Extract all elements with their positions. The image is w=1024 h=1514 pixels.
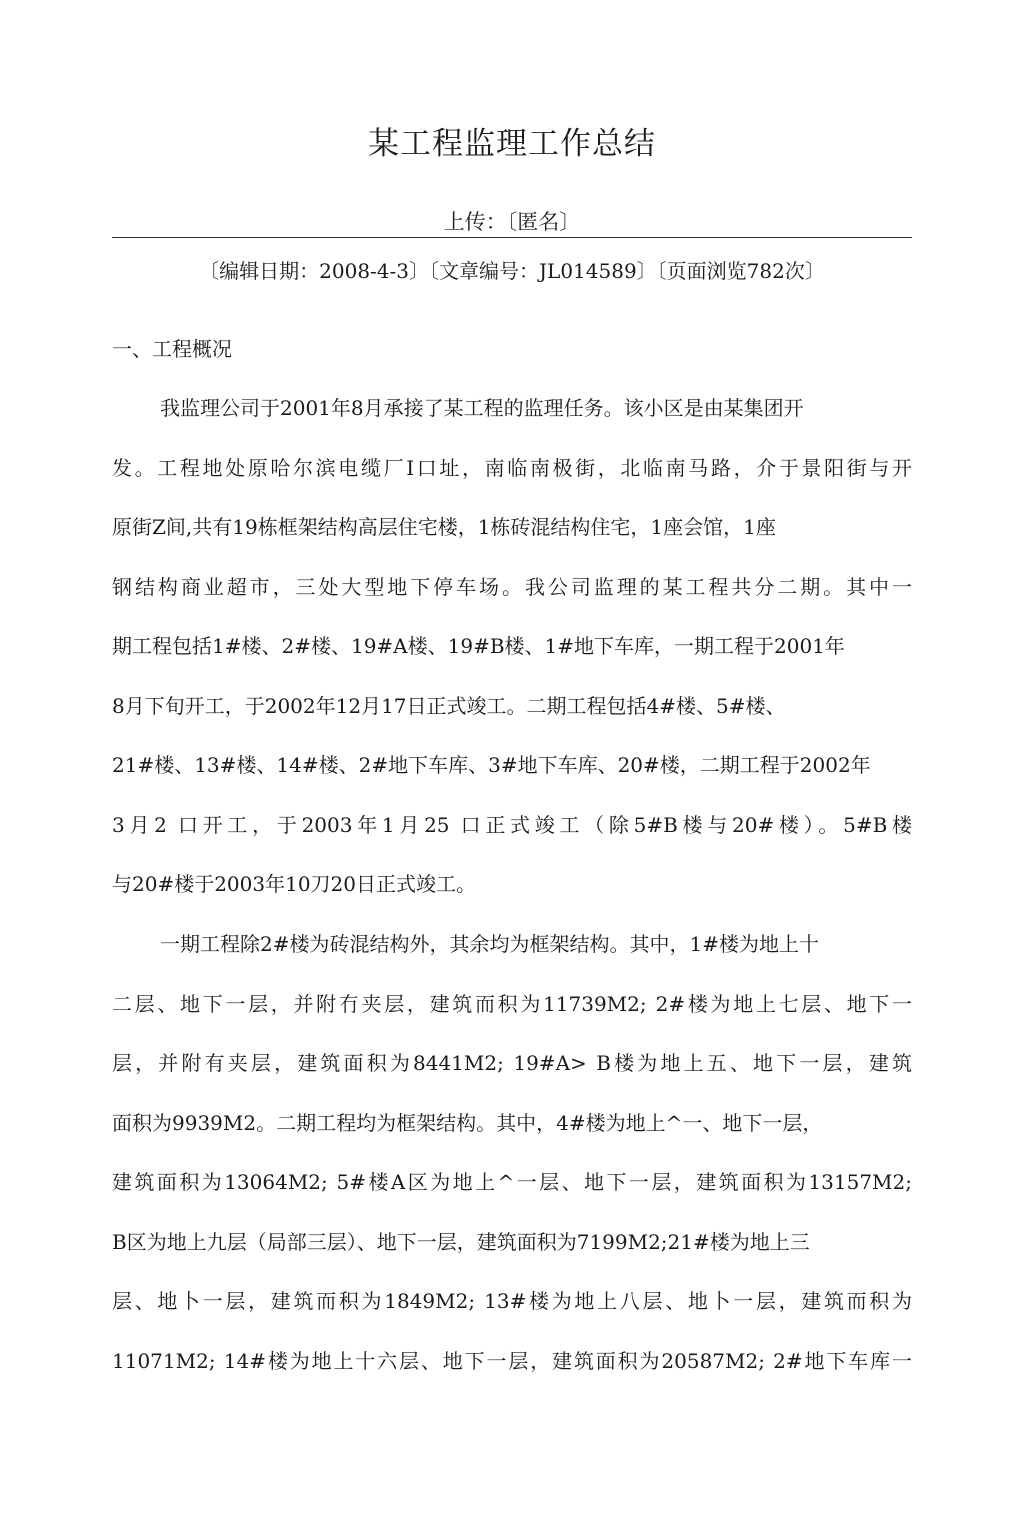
document-meta: 〔编辑日期：2008-4-3〕〔文章编号：JL014589〕〔页面浏览782次〕 bbox=[199, 259, 825, 283]
body-line: 层、地卜一层，建筑而积为1849M2; 13#楼为地上八层、地卜一层，建筑而积为 bbox=[112, 1289, 912, 1313]
body-line: 发。工程地处原哈尔滨电缆厂I口址，南临南极街，北临南马路，介于景阳街与开 bbox=[112, 456, 912, 480]
body-line: B区为地上九层（局部三层）、地下一层，建筑面积为7199M2;21#楼为地上三 bbox=[112, 1230, 810, 1254]
body-line: 我监理公司于2001年8月承接了某工程的监理任务。该小区是由某集团开 bbox=[160, 396, 804, 420]
body-line: 8月下旬开工，于2002年12月17日正式竣工。二期工程包括4#楼、5#楼、 bbox=[112, 694, 786, 718]
body-line: 建筑面积为13064M2; 5#楼A区为地上^一层、地下一层，建筑面积为13157M2; bbox=[112, 1170, 912, 1194]
body-line: 与20#楼于2003年10刀20日正式竣工。 bbox=[112, 872, 477, 896]
header-divider bbox=[112, 237, 912, 238]
body-line: 层，并附有夹层，建筑面积为8441M2; 19#A> B楼为地上五、地下一层，建筑 bbox=[112, 1051, 912, 1075]
body-line: 面积为9939M2。二期工程均为框架结构。其中，4#楼为地上^一、地下一层， bbox=[112, 1111, 823, 1135]
section-heading: 一、工程概况 bbox=[112, 337, 232, 361]
body-line: 3月2 口开工，于2003年1月25 口正式竣工（除5#B楼与20#楼）。5#B楼 bbox=[112, 813, 912, 837]
body-line: 11071M2; 14#楼为地上十六层、地下一层，建筑面积为20587M2; 2#地下车库一 bbox=[112, 1349, 912, 1373]
uploader-line: 上传：〔匿名〕 bbox=[443, 210, 581, 234]
document-title: 某工程监理工作总结 bbox=[368, 126, 656, 162]
body-line: 原街Z间,共有19栋框架结构高层住宅楼，1栋砖混结构住宅，1座会馆，1座 bbox=[112, 515, 776, 539]
body-line: 一期工程除2#楼为砖混结构外，其余均为框架结构。其中，1#楼为地上十 bbox=[160, 932, 819, 956]
body-line: 期工程包括1#楼、2#楼、19#A楼、19#B楼、1#地下车库，一期工程于2001年 bbox=[112, 634, 845, 658]
body-line: 钢结构商业超市，三处大型地下停车场。我公司监理的某工程共分二期。其中一 bbox=[112, 575, 912, 599]
body-line: 21#楼、13#楼、14#楼、2#地下车库、3#地下车库、20#楼，二期工程于2002年 bbox=[112, 753, 871, 777]
body-line: 二层、地下一层，并附冇夹层，建筑而积为11739M2; 2#楼为地上七层、地下一 bbox=[112, 992, 912, 1016]
